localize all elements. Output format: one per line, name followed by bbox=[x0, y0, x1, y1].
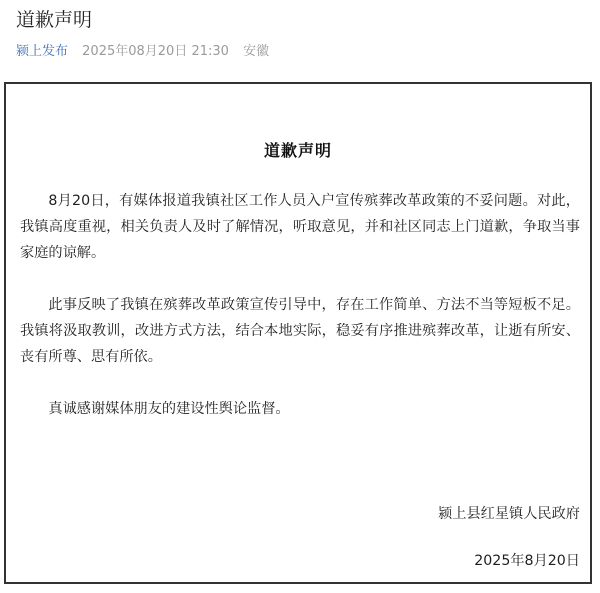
notice-image-frame bbox=[4, 82, 592, 584]
notice-title: 道歉声明 bbox=[263, 141, 332, 160]
page-title: 道歉声明 bbox=[16, 9, 93, 31]
notice-paragraph-2: 此事反映了我镇在殡葬改革政策宣传引导中，存在工作简单、方法不当等短板不足。我镇将汲取教训，改进方式方法，结合本地实际，稳妥有序推进殡葬改革，让逝有所安、丧有所尊、思有所依。 bbox=[20, 297, 580, 365]
notice-date: 2025年8月20日 bbox=[474, 553, 580, 569]
publish-datetime: 2025年08月20日 21:30 bbox=[82, 44, 229, 59]
publish-location: 安徽 bbox=[243, 44, 270, 59]
notice-signature: 颍上县红星镇人民政府 bbox=[438, 506, 580, 522]
article-meta bbox=[16, 43, 586, 61]
article-header bbox=[16, 6, 586, 61]
notice-body bbox=[20, 188, 580, 448]
notice-paragraph-1: 8月20日，有媒体报道我镇社区工作人员入户宣传殡葬改革政策的不妥问题。对此，我镇高度重视，相关负责人及时了解情况，听取意见，并和社区同志上门道歉，争取当事家庭的谅解。 bbox=[20, 193, 580, 261]
notice-paragraph-3: 真诚感谢媒体朋友的建设性舆论监督。 bbox=[48, 401, 290, 417]
source-link[interactable]: 颍上发布 bbox=[16, 44, 69, 59]
